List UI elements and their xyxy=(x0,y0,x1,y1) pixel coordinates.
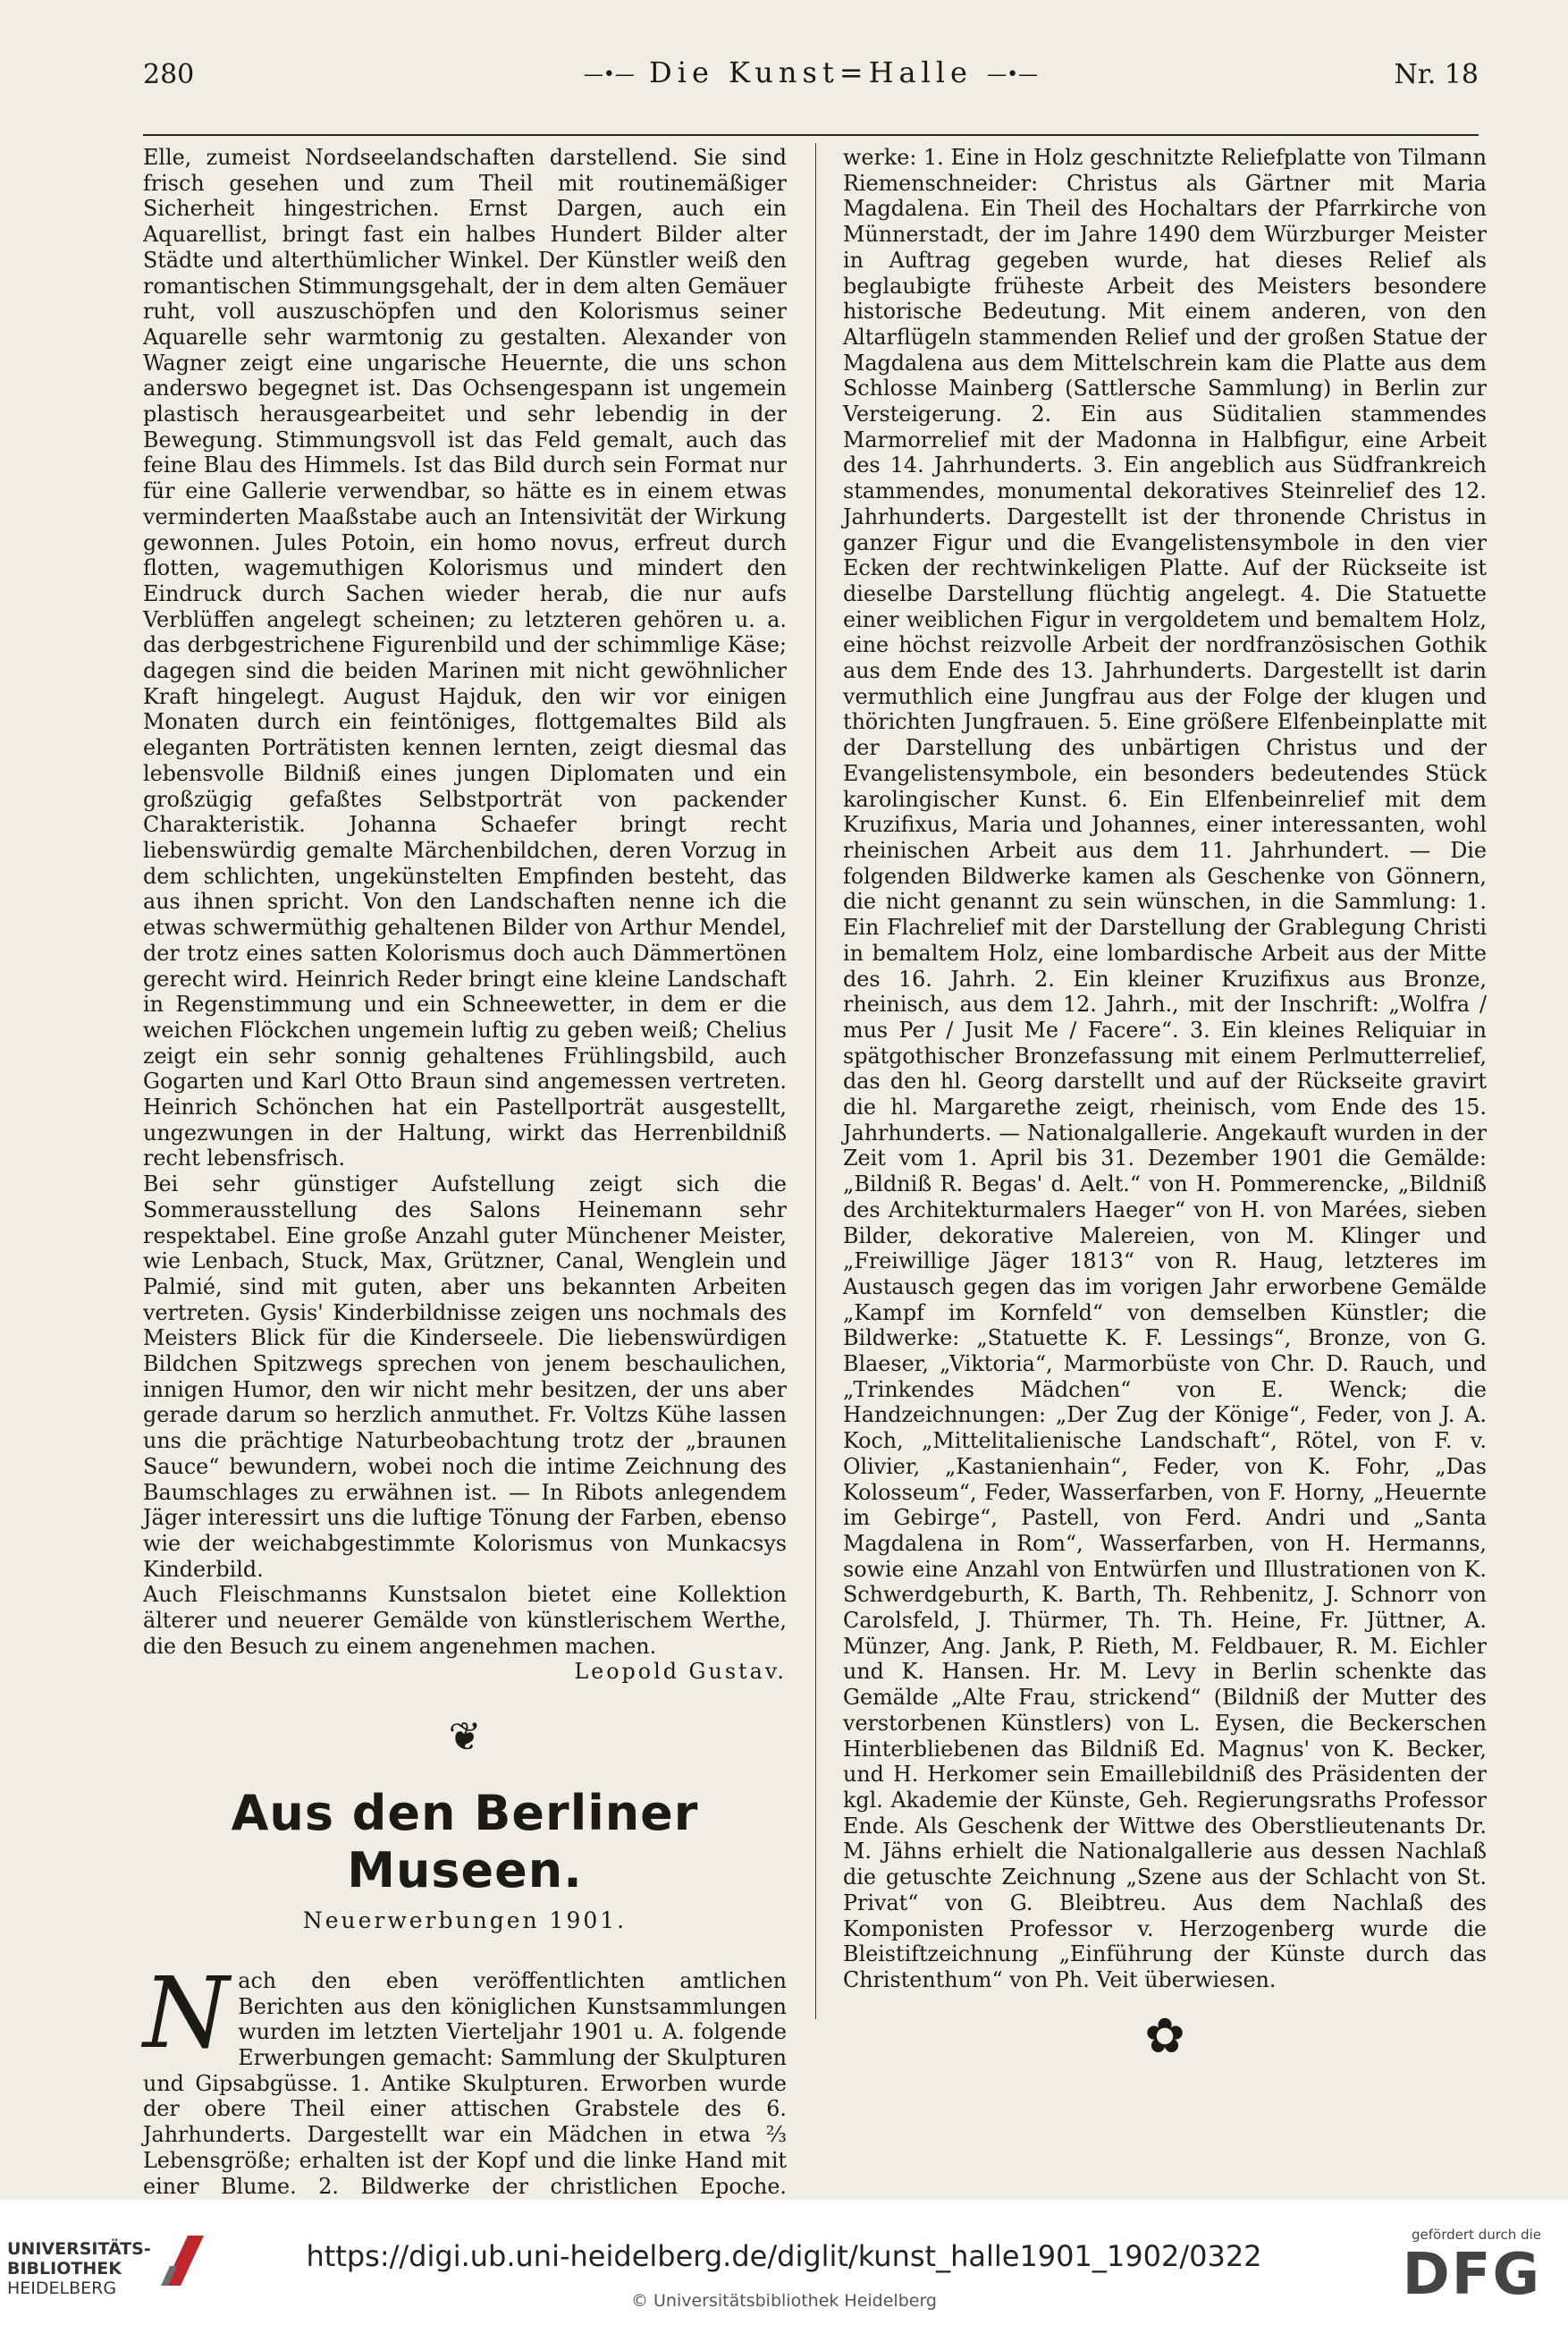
left-paragraph-2: Bei sehr günstiger Aufstellung zeigt sich die Sommerausstellung des Salons Heinemann sehr respektabel. Eine große Anzahl guter Münchener Meister, wie Lenbach, Stuck, Max, Grützner, Canal, Wenglein und Palmié, sind mit guten, aber uns bekannten Arbeiten vertreten. Gysis' Kinderbildnisse zeigen uns nochmals des Meisters Blick für die Kinderseele. Die liebenswürdigen Bildchen Spitzwegs sprechen von jenem beschaulichen, innigen Humor, den wir nicht mehr besitzen, der uns aber gerade darum so herzlich anmuthet. Fr. Voltzs Kühe lassen uns die prächtige Naturbeobachtung trotz der „braunen Sauce“ bewundern, wobei noch die intime Zeichnung des Baumschlages zu erwähnen ist. — In Ribots anlegendem Jäger interessirt uns die luftige Tönung der Farben, ebenso wie der weichabgestimmte Kolorismus von Munkacsys Kinderbild. xyxy=(143,1171,787,1582)
library-name-line-3: HEIDELBERG xyxy=(7,2278,117,2298)
issue-number: Nr. 18 xyxy=(1394,59,1479,90)
left-paragraph-3: Auch Fleischmanns Kunstsalon bietet eine Kollektion älterer und neuerer Gemälde von künstlerischem Werthe, die den Besuch zu einem angenehmen machen. xyxy=(143,1582,787,1659)
end-ornament-icon: ✿ xyxy=(1144,2007,1185,2064)
copyright-notice: © Universitätsbibliothek Heidelberg xyxy=(630,2291,937,2311)
page-number: 280 xyxy=(143,59,195,90)
viewer-footer xyxy=(0,2200,1568,2325)
library-name-line-2: BIBLIOTHEK xyxy=(7,2259,122,2278)
section-ornament-icon: ❦ xyxy=(448,1714,482,1761)
article-intro-text: ach den eben veröffentlichten amtlichen Berichten aus den königlichen Kunstsammlungen wurden im letzten Vierteljahr 1901 u. A. folgende Erwerbungen gemacht: Sammlung der Skulpturen und Gipsabgüsse. 1. Antike Skulpturen. Erworben wurde der obere Theil einer attischen Grabstele des 6. Jahrhunderts. Dargestellt war ein Mädchen in etwa ⅔ Lebensgröße; erhalten ist der Kopf und die linke Hand mit einer Blume. 2. Bildwerke der christlichen Epoche. xyxy=(143,1967,787,2199)
article-subtitle: Neuerwerbungen 1901. xyxy=(302,1907,628,1934)
left-paragraph-1: Elle, zumeist Nordseelandschaften darstellend. Sie sind frisch gesehen und zum Theil mit routinemäßiger Sicherheit hingestrichen. Ernst Dargen, auch ein Aquarellist, bringt fast ein halbes Hundert Bilder alter Städte und alterthümlicher Winkel. Der Künstler weiß den romantischen Stimmungsgehalt, der in dem alten Gemäuer ruht, voll auszuschöpfen und den Kolorismus seiner Aquarelle sehr warmtonig zu gestalten. Alexander von Wagner zeigt eine ungarische Heuernte, die uns schon anderswo begegnet ist. Das Ochsengespann ist ungemein plastisch herausgearbeitet und sehr lebendig in der Bewegung. Stimmungsvoll ist das Feld gemalt, auch das feine Blau des Himmels. Ist das Bild durch sein Format nur für eine Gallerie verwendbar, so hätte es in einem etwas verminderten Maaßstabe auch an Intensivität der Wirkung gewonnen. Jules Potoin, ein homo novus, erfreut durch flotten, wagemuthigen Kolorismus und mindert den Eindruck durch Sachen wieder herab, die nur aufs Verblüffen angelegt scheinen; zu letzteren gehören u. a. das derbgestrichene Figurenbild und der schimmlige Käse; dagegen sind die beiden Marinen mit nicht gewöhnlicher Kraft hingelegt. August Hajduk, den wir vor einigen Monaten durch ein feintöniges, flottgemaltes Bild als eleganten Porträtisten kennen lernten, zeigt diesmal das lebensvolle Bildniß eines jungen Diplomaten und ein großzügig gefaßtes Selbstporträt von packender Charakteristik. Johanna Schaefer bringt recht liebenswürdig gemalte Märchenbildchen, deren Vorzug in dem schlichten, ungekünstelten Empfinden besteht, das aus ihnen spricht. Von den Landschaften nenne ich die etwas schwermüthig gehaltenen Bilder von Arthur Mendel, der trotz eines satten Kolorismus doch auch Dämmertönen gerecht wird. Heinrich Reder bringt eine kleine Landschaft in Regenstimmung und ein Schneewetter, in dem er die weichen Flöckchen ungemein luftig zu geben weiß; Chelius zeigt ein sehr sonnig gehaltenes Frühlingsbild, auch Gogarten und Karl Otto Braun sind angemessen vertreten. Heinrich Schönchen hat ein Pastellporträt ausgestellt, ungezwungen in der Haltung, wirkt das Herrenbildniß recht lebensfrisch. xyxy=(143,145,787,1171)
funding-note: gefördert durch die xyxy=(1412,2227,1541,2243)
column-divider xyxy=(815,143,816,2019)
page-header xyxy=(143,52,1479,106)
right-paragraph-1: werke: 1. Eine in Holz geschnitzte Reliefplatte von Tilmann Riemenschneider: Christus als Gärtner mit Maria Magdalena. Ein Theil des Hochaltars der Pfarrkirche von Münnerstadt, der im Jahre 1490 dem Würzburger Meister in Auftrag gegeben wurde, hat dieses Relief als beglaubigte früheste Arbeit des Meisters besondere historische Bedeutung. Mit einem anderen, von den Altarflügeln stammenden Relief und der großen Statue der Magdalena aus dem Mittelschrein kam die Platte aus dem Schlosse Mainberg (Sattlersche Sammlung) in Berlin zur Versteigerung. 2. Ein aus Süditalien stammendes Marmorrelief mit der Madonna in Halbfigur, eine Arbeit des 14. Jahrhunderts. 3. Ein angeblich aus Südfrankreich stammendes, monumental dekoratives Steinrelief des 12. Jahrhunderts. Dargestellt ist der thronende Christus in ganzer Figur und die Evangelistensymbole in den vier Ecken der rechtwinkeligen Platte. Auf der Rückseite ist dieselbe Darstellung flüchtig angelegt. 4. Die Statuette einer weiblichen Figur in vergoldetem und bemaltem Holz, eine höchst reizvolle Arbeit der nordfranzösischen Gothik aus dem Ende des 13. Jahrhunderts. Dargestellt ist darin vermuthlich eine Jungfrau aus der Folge der klugen und thörichten Jungfrauen. 5. Eine größere Elfenbeinplatte mit der Darstellung des unbärtigen Christus und der Evangelistensymbole, ein besonders bedeutendes Stück karolingischer Kunst. 6. Ein Elfenbeinrelief mit dem Kruzifixus, Maria und Johannes, einer interessanten, wohl rheinischen Arbeit aus dem 11. Jahrhundert. — Die folgenden Bildwerke kamen als Geschenke von Gönnern, die nicht genannt zu sein wünschen, in die Sammlung: 1. Ein Flachrelief mit der Darstellung der Grablegung Christi in bemaltem Holz, eine lombardische Arbeit aus der Mitte des 16. Jahrh. 2. Ein kleiner Kruzifixus aus Bronze, rheinisch, aus dem 12. Jahrh., mit der Inschrift: „Wolfra / mus Per / Jusit Me / Facere“. 3. Ein kleines Reliquiar in spätgothischer Bronzefassung mit einem Perlmutterrelief, das den hl. Georg darstellt und auf der Rückseite gravirt die hl. Margarethe zeigt, rheinisch, vom Ende des 15. Jahrhunderts. — Nationalgallerie. Angekauft wurden in der Zeit vom 1. April bis 31. Dezember 1901 die Gemälde: „Bildniß R. Begas' d. Aelt.“ von H. Pommerencke, „Bildniß des Architekturmalers Haeger“ von H. von Marées, sieben Bilder, dekorative Malereien, von M. Klinger und „Freiwillige Jäger 1813“ von R. Haug, letzteres im Austausch gegen das im vorigen Jahr erworbene Gemälde „Kampf im Kornfeld“ von demselben Künstler; die Bildwerke: „Statuette K. F. Lessings“, Bronze, von G. Blaeser, „Viktoria“, Marmorbüste von Chr. D. Rauch, und „Trinkendes Mädchen“ von E. Wenck; die Handzeichnungen: „Der Zug der Könige“, Feder, von J. A. Koch, „Mittelitalienische Landschaft“, Rötel, von F. v. Olivier, „Kastanienhain“, Feder, von K. Fohr, „Das Kolosseum“, Feder, Wasserfarben, von F. Horny, „Heuernte im Gebirge“, Pastell, von Ferd. Andri und „Santa Magdalena in Rom“, Wasserfarben, von H. Hermanns, sowie eine Anzahl von Entwürfen und Illustrationen von K. Schwerdgeburth, K. Barth, Th. Rehbenitz, J. Schnorr von Carolsfeld, J. Thürmer, Th. Th. Heine, Fr. Jüttner, A. Münzer, Ang. Jank, P. Rieth, M. Feldbauer, R. M. Eichler und K. Hansen. Hr. M. Levy in Berlin schenkte das Gemälde „Alte Frau, strickend“ (Bildniß der Mutter des verstorbenen Künstlers) von L. Eysen, die Beckerschen Hinterbliebenen das Bildniß Ed. Magnus' von K. Becker, und H. Herkomer sein Emaillebildniß des Präsidenten der kgl. Akademie der Künste, Geh. Regierungsraths Professor Ende. Als Geschenk der Wittwe des Oberstlieutenants Dr. M. Jähns erhielt die Nationalgallerie aus dessen Nachlaß die getuschte Zeichnung „Szene aus der Schlacht von St. Privat“ von G. Bleibtreu. Aus dem Nachlaß des Komponisten Professor v. Herzogenberg wurde die Bleistiftzeichnung „Einführung der Künste durch das Christenthum“ von Ph. Veit überwiesen. xyxy=(843,145,1487,1992)
library-name-line-1: UNIVERSITÄTS- xyxy=(7,2239,151,2259)
header-rule xyxy=(143,134,1479,136)
left-column xyxy=(143,145,787,2225)
header-ornament-right-icon: —•— xyxy=(987,63,1039,86)
running-title-text: Die Kunst=Halle xyxy=(649,55,973,89)
article-title: Aus den Berliner Museen. xyxy=(231,1785,699,1899)
dfg-logo[interactable]: DFG xyxy=(1402,2242,1541,2308)
article-intro xyxy=(143,1955,787,2225)
header-ornament-left-icon: —•— xyxy=(583,63,635,86)
running-title xyxy=(143,55,1479,89)
author-signature: Leopold Gustav. xyxy=(574,1659,787,1685)
drop-cap: N xyxy=(143,1955,230,2070)
right-column xyxy=(843,145,1487,2064)
permalink-url[interactable]: https://digi.ub.uni-heidelberg.de/diglit/kunst_halle1901_1902/0322 xyxy=(306,2239,1262,2273)
